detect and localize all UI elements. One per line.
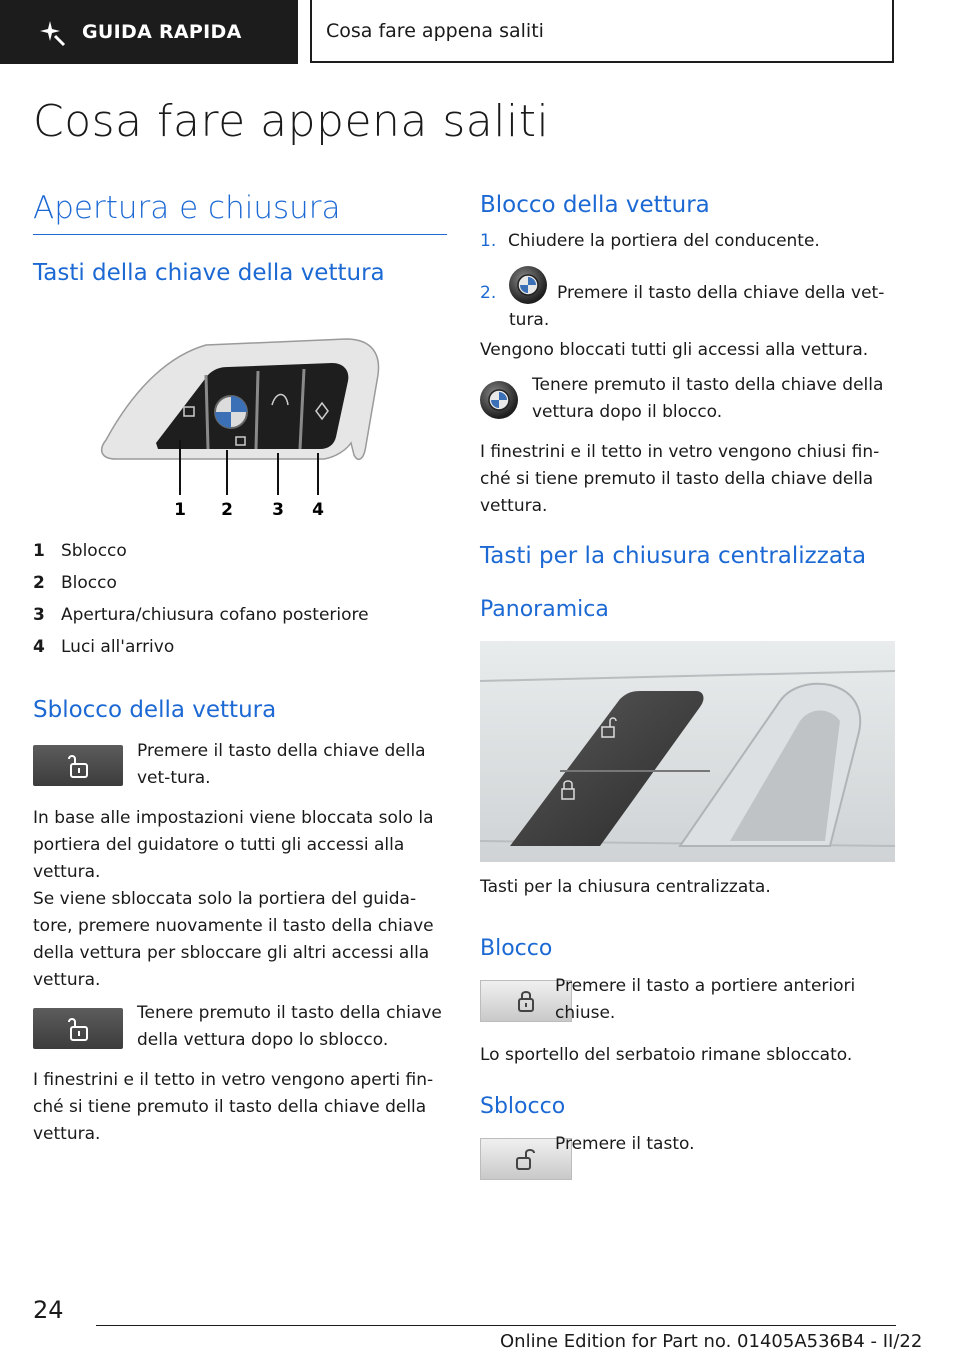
footer-rule: [96, 1325, 896, 1326]
unlock-icon: [61, 752, 95, 780]
heading-sblocco-vettura: Sblocco della vettura: [33, 697, 277, 723]
unlock-key-image: [33, 745, 123, 786]
heading-sblocco: Sblocco: [480, 1094, 566, 1119]
key-label-1: 1: [174, 500, 186, 520]
page-number: 24: [33, 1296, 64, 1324]
paragraph: Lo sportello del serbatoio rimane sbloccato.: [480, 1045, 853, 1065]
key-fob-image: [96, 335, 386, 525]
heading-blocco-vettura: Blocco della vettura: [480, 192, 710, 218]
paragraph: Se viene sbloccata solo la portiera del guida-tore, premere nuovamente il tasto della chiave della vettura per sbloccare gli altri accessi alla vettura.: [33, 889, 434, 990]
lock-button-instruction: Premere il tasto a portiere anteriori chiuse.: [555, 976, 856, 1023]
step-1: 1. Chiudere la portiera del conducente.: [480, 231, 820, 251]
lock-instruction: Premere il tasto della chiave della vet-tura.: [509, 283, 885, 330]
star-pointer-icon: [38, 17, 68, 47]
key-legend-list: [33, 535, 447, 663]
unlock-key-image: [33, 1008, 123, 1049]
list-item: 1 Sblocco: [33, 541, 127, 561]
chapter-label: Cosa fare appena saliti: [326, 19, 544, 42]
unlock-button-instruction: Premere il tasto.: [555, 1134, 695, 1154]
key-label-2: 2: [221, 500, 233, 520]
heading-apertura: Apertura e chiusura: [33, 190, 341, 226]
list-item: 3 Apertura/chiusura cofano posteriore: [33, 605, 369, 625]
list-item: 4 Luci all'arrivo: [33, 637, 175, 657]
bmw-key-button-image: [480, 381, 518, 419]
unlock-icon: [61, 1015, 95, 1043]
paragraph: I finestrini e il tetto in vetro vengono aperti fin-ché si tiene premuto il tasto della chiave della vettura.: [33, 1070, 434, 1144]
heading-rule: [33, 234, 447, 235]
section-tab: [0, 0, 298, 64]
hold-unlock-note: Tenere premuto il tasto della chiave della vettura dopo lo sblocco.: [137, 1003, 442, 1050]
step-2-number: 2.: [480, 283, 497, 303]
paragraph: I finestrini e il tetto in vetro vengono chiusi fin-ché si tiene premuto il tasto della chiave della vettura.: [480, 442, 880, 516]
central-locking-buttons-image: [480, 641, 895, 862]
list-item: 2 Blocco: [33, 573, 117, 593]
key-label-3: 3: [272, 500, 284, 520]
heading-tasti-chiusura: Tasti per la chiusura centralizzata: [480, 543, 867, 569]
edition-info: Online Edition for Part no. 01405A536B4 - II/22: [500, 1331, 923, 1352]
unlock-icon: [511, 1146, 541, 1172]
bmw-logo-icon: [488, 389, 510, 411]
image-caption: Tasti per la chiusura centralizzata.: [480, 877, 771, 897]
paragraph: Vengono bloccati tutti gli accessi alla vettura.: [480, 340, 869, 360]
section-tab-label: GUIDA RAPIDA: [82, 21, 242, 43]
chapter-header: [310, 0, 894, 63]
heading-tasti-chiave: Tasti della chiave della vettura: [33, 260, 385, 286]
key-label-4: 4: [312, 500, 324, 520]
paragraph: In base alle impostazioni viene bloccata solo la portiera del guidatore o tutti gli accessi alla vettura.: [33, 808, 434, 882]
page-title: Cosa fare appena saliti: [33, 96, 550, 147]
heading-panoramica: Panoramica: [480, 597, 609, 622]
unlock-instruction: Premere il tasto della chiave della vet-tura.: [137, 741, 426, 788]
lock-icon: [511, 988, 541, 1014]
hold-lock-note: Tenere premuto il tasto della chiave della vettura dopo il blocco.: [532, 375, 884, 422]
heading-blocco: Blocco: [480, 936, 553, 961]
